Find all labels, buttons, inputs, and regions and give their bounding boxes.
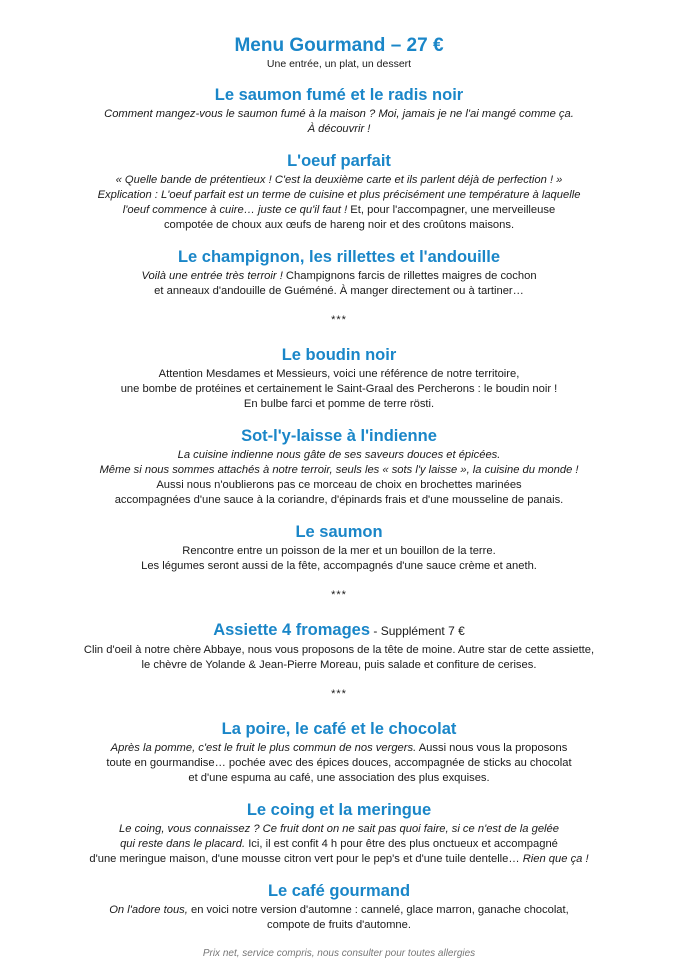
dish-description-line [0, 771, 678, 786]
dish-section [0, 719, 678, 786]
dish-description-line [0, 382, 678, 397]
description-text: Et, pour l'accompagner, une merveilleuse [347, 204, 556, 216]
dish-description-line [0, 397, 678, 412]
dish-description-line [0, 852, 678, 867]
menu-title: Menu Gourmand – 27 € [234, 35, 444, 56]
dish-description-line [0, 643, 678, 658]
dish-title [0, 800, 678, 821]
dish-description-line [0, 107, 678, 122]
description-text: et d'une espuma au café, une association des plus exquises. [188, 772, 490, 784]
description-text: Les légumes seront aussi de la fête, accompagnés d'une sauce crème et aneth. [141, 560, 537, 572]
description-text: en voici notre version d'automne : cannelé, glace marron, ganache chocolat, [187, 904, 569, 916]
description-text: Rencontre entre un poisson de la mer et un bouillon de la terre. [182, 545, 496, 557]
dish-section [0, 881, 678, 933]
description-italic-text: À découvrir ! [307, 123, 371, 135]
dish-section [0, 151, 678, 233]
description-text: une bombe de protéines et certainement le Saint-Graal des Percherons : le boudin noir ! [120, 383, 558, 395]
dish-description-line [0, 559, 678, 574]
dish-title-text: Le coing et la meringue [246, 801, 432, 819]
dish-title-text: Le champignon, les rillettes et l'andouille [177, 248, 501, 266]
description-text: et anneaux d'andouille de Guéméné. À manger directement ou à tartiner… [154, 285, 524, 297]
section-separator: *** [331, 688, 347, 700]
dish-list [0, 85, 678, 933]
dish-title [0, 426, 678, 447]
description-text: compotée de choux aux œufs de hareng noir et des croûtons maisons. [163, 219, 515, 231]
description-text: Champignons farcis de rillettes maigres de cochon [282, 270, 537, 282]
dish-supplement: - Supplément 7 € [370, 624, 465, 638]
dish-section [0, 426, 678, 508]
dish-title [0, 85, 678, 106]
footer-note: Prix net, service compris, nous consulter pour toutes allergies [202, 948, 476, 959]
description-text: Ici, il est confit 4 h pour être des plus onctueux et accompagné [245, 838, 558, 850]
dish-description-line [0, 493, 678, 508]
dish-title [0, 719, 678, 740]
dish-title [0, 151, 678, 172]
description-text: toute en gourmandise… pochée avec des épices douces, accompagnée de sticks au chocolat [106, 757, 572, 769]
dish-description-line [0, 544, 678, 559]
dish-description-line [0, 188, 678, 203]
description-text: En bulbe farci et pomme de terre rösti. [243, 398, 435, 410]
dish-description-line [0, 122, 678, 137]
dish-description-line [0, 284, 678, 299]
description-text: Attention Mesdames et Messieurs, voici une référence de notre territoire, [158, 368, 520, 380]
description-italic-text: Le coing, vous connaissez ? Ce fruit dont on ne sait pas quoi faire, si ce n'est de la gelée [119, 823, 559, 835]
dish-section [0, 85, 678, 137]
dish-description-line [0, 822, 678, 837]
description-italic-text: On l'adore tous, [109, 904, 188, 916]
dish-description-line [0, 837, 678, 852]
dish-description-line [0, 269, 678, 284]
dish-description-line [0, 367, 678, 382]
dish-section [0, 247, 678, 299]
dish-description-line [0, 218, 678, 233]
description-text: d'une meringue maison, d'une mousse citron vert pour le pep's et d'une tuile dentelle… [89, 853, 523, 865]
description-italic-text: Voilà une entrée très terroir ! [141, 270, 283, 282]
dish-title-text: Le café gourmand [267, 882, 411, 900]
dish-section [0, 345, 678, 412]
description-italic-text: Même si nous sommes attachés à notre terroir, seuls les « sots l'y laisse », la cuisine du monde ! [99, 464, 579, 476]
description-italic-text: « Quelle bande de prétentieux ! C'est la deuxième carte et ils parlent déjà de perfection ! » [115, 174, 563, 186]
section-separator: *** [331, 314, 347, 326]
dish-title [0, 620, 678, 642]
description-text: Aussi nous vous la proposons [416, 742, 568, 754]
dish-title-text: L'oeuf parfait [287, 152, 391, 170]
dish-section [0, 800, 678, 867]
description-italic-text: Comment mangez-vous le saumon fumé à la maison ? Moi, jamais je ne l'ai mangé comme ça. [104, 108, 574, 120]
description-text: accompagnées d'une sauce à la coriandre, d'épinards frais et d'une mousseline de panais. [114, 494, 564, 506]
description-text: Aussi nous n'oublierons pas ce morceau de choix en brochettes marinées [156, 479, 522, 491]
dish-title [0, 345, 678, 366]
menu-subtitle: Une entrée, un plat, un dessert [266, 58, 412, 70]
dish-description-line [0, 173, 678, 188]
dish-title-text: La poire, le café et le chocolat [221, 720, 457, 738]
description-text: le chèvre de Yolande & Jean-Pierre Moreau, puis salade et confiture de cerises. [141, 659, 537, 671]
dish-description-line [0, 448, 678, 463]
dish-title-text: Le saumon fumé et le radis noir [214, 86, 464, 104]
dish-description-line [0, 478, 678, 493]
dish-description-line [0, 658, 678, 673]
dish-title-text: Sot-l'y-laisse à l'indienne [241, 427, 437, 445]
dish-section [0, 620, 678, 673]
dish-description-line [0, 463, 678, 478]
section-separator: *** [331, 589, 347, 601]
dish-section [0, 522, 678, 574]
description-italic-text: La cuisine indienne nous gâte de ses saveurs douces et épicées. [177, 449, 501, 461]
dish-title [0, 522, 678, 543]
dish-title [0, 881, 678, 902]
dish-title-text: Le boudin noir [281, 346, 397, 364]
dish-description-line [0, 741, 678, 756]
description-italic-text: Après la pomme, c'est le fruit le plus commun de nos vergers. [110, 742, 417, 754]
dish-description-line [0, 203, 678, 218]
dish-title-text: Le saumon [295, 523, 383, 541]
dish-title [0, 247, 678, 268]
description-text: Clin d'oeil à notre chère Abbaye, nous vous proposons de la tête de moine. Autre star de cette assiette, [83, 644, 595, 656]
dish-description-line [0, 918, 678, 933]
description-italic-text: l'oeuf commence à cuire… juste ce qu'il faut ! [122, 204, 348, 216]
description-italic-text: Rien que ça ! [522, 853, 589, 865]
description-text: compote de fruits d'automne. [267, 919, 411, 931]
description-italic-text: Explication : L'oeuf parfait est un terme de cuisine et plus précisément une température à laquelle [97, 189, 581, 201]
dish-title-text: Assiette 4 fromages [213, 621, 371, 639]
description-italic-text: qui reste dans le placard. [120, 838, 246, 850]
dish-description-line [0, 756, 678, 771]
dish-description-line [0, 903, 678, 918]
